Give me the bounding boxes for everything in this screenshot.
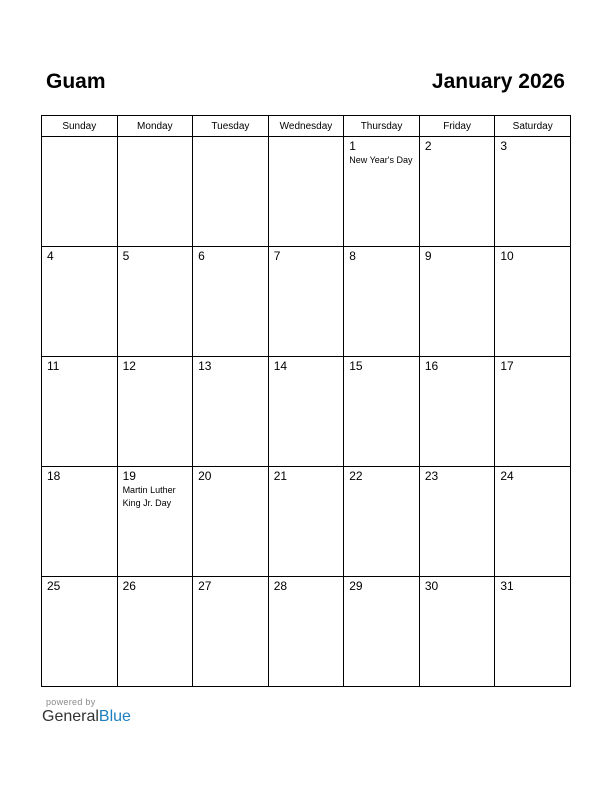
day-number: 16 [424, 359, 439, 373]
day-cell [495, 247, 571, 357]
weekday-monday: Monday [117, 116, 193, 137]
generalblue-logo[interactable] [42, 708, 131, 726]
day-number: 29 [349, 579, 363, 593]
day-cell [42, 357, 118, 467]
day-number: 26 [122, 579, 136, 593]
day-cell [344, 357, 420, 467]
day-cell [268, 357, 344, 467]
weekday-tuesday: Tuesday [193, 116, 269, 137]
day-number: 27 [198, 579, 212, 593]
day-cell [117, 577, 193, 687]
day-cell [193, 467, 269, 577]
day-cell [419, 577, 495, 687]
day-number: 9 [424, 249, 432, 263]
weekday-friday: Friday [419, 116, 495, 137]
day-cell [419, 137, 495, 247]
day-number: 8 [349, 249, 356, 263]
powered-by-text: powered by [46, 697, 96, 707]
day-number: 22 [349, 469, 363, 483]
day-number: 3 [500, 139, 508, 153]
day-cell [117, 357, 193, 467]
day-number: 10 [500, 249, 514, 263]
weekday-sunday: Sunday [42, 116, 118, 137]
day-number [42, 137, 117, 140]
page-title-month: January 2026 [431, 70, 565, 93]
weekday-saturday: Saturday [495, 116, 571, 137]
day-cell [117, 247, 193, 357]
day-number [193, 137, 268, 140]
day-number: 13 [198, 359, 212, 373]
day-cell [495, 467, 571, 577]
weekday-thursday: Thursday [344, 116, 420, 137]
day-number: 7 [273, 249, 281, 263]
day-cell [495, 357, 571, 467]
day-number: 14 [273, 359, 288, 373]
day-cell [419, 467, 495, 577]
weekday-wednesday: Wednesday [268, 116, 344, 137]
day-number: 5 [122, 249, 130, 263]
day-cell [419, 247, 495, 357]
day-number [118, 137, 193, 140]
day-cell [193, 247, 269, 357]
day-cell [193, 577, 269, 687]
logo-text-general: General [42, 708, 99, 725]
day-cell [117, 467, 193, 577]
day-cell [344, 137, 420, 247]
holiday-label: New Year's Day [349, 155, 413, 165]
day-cell [495, 137, 571, 247]
day-number: 20 [198, 469, 212, 483]
day-number: 1 [349, 139, 356, 153]
day-number: 21 [273, 469, 288, 483]
day-number: 31 [500, 579, 514, 593]
day-number: 12 [122, 359, 136, 373]
day-cell [268, 467, 344, 577]
day-number [269, 137, 344, 140]
day-cell [42, 137, 118, 247]
day-cell [268, 577, 344, 687]
day-number: 30 [424, 579, 439, 593]
day-cell [42, 577, 118, 687]
day-cell [344, 577, 420, 687]
day-number: 17 [500, 359, 514, 373]
day-cell [268, 137, 344, 247]
day-number: 11 [47, 359, 60, 373]
week-row [42, 247, 571, 357]
day-cell [344, 247, 420, 357]
day-number: 2 [424, 139, 432, 153]
day-cell [419, 357, 495, 467]
logo-text-blue: Blue [98, 708, 131, 725]
calendar-grid [41, 115, 571, 687]
day-number: 18 [47, 469, 61, 483]
page-title-country: Guam [46, 70, 106, 93]
day-cell [344, 467, 420, 577]
day-cell [42, 467, 118, 577]
day-number: 23 [424, 469, 439, 483]
day-cell [268, 247, 344, 357]
day-cell [117, 137, 193, 247]
week-row [42, 137, 571, 247]
holiday-label: Martin Luther King Jr. Day [122, 485, 176, 508]
day-number: 15 [349, 359, 363, 373]
day-number: 28 [273, 579, 288, 593]
weekday-header-row [42, 116, 571, 137]
day-number: 4 [47, 249, 54, 263]
day-number: 24 [500, 469, 514, 483]
day-cell [193, 357, 269, 467]
day-number: 19 [122, 469, 136, 483]
day-cell [495, 577, 571, 687]
week-row [42, 357, 571, 467]
day-number: 25 [47, 579, 61, 593]
day-cell [42, 247, 118, 357]
day-cell [193, 137, 269, 247]
week-row [42, 577, 571, 687]
day-number: 6 [198, 249, 205, 263]
week-row [42, 467, 571, 577]
